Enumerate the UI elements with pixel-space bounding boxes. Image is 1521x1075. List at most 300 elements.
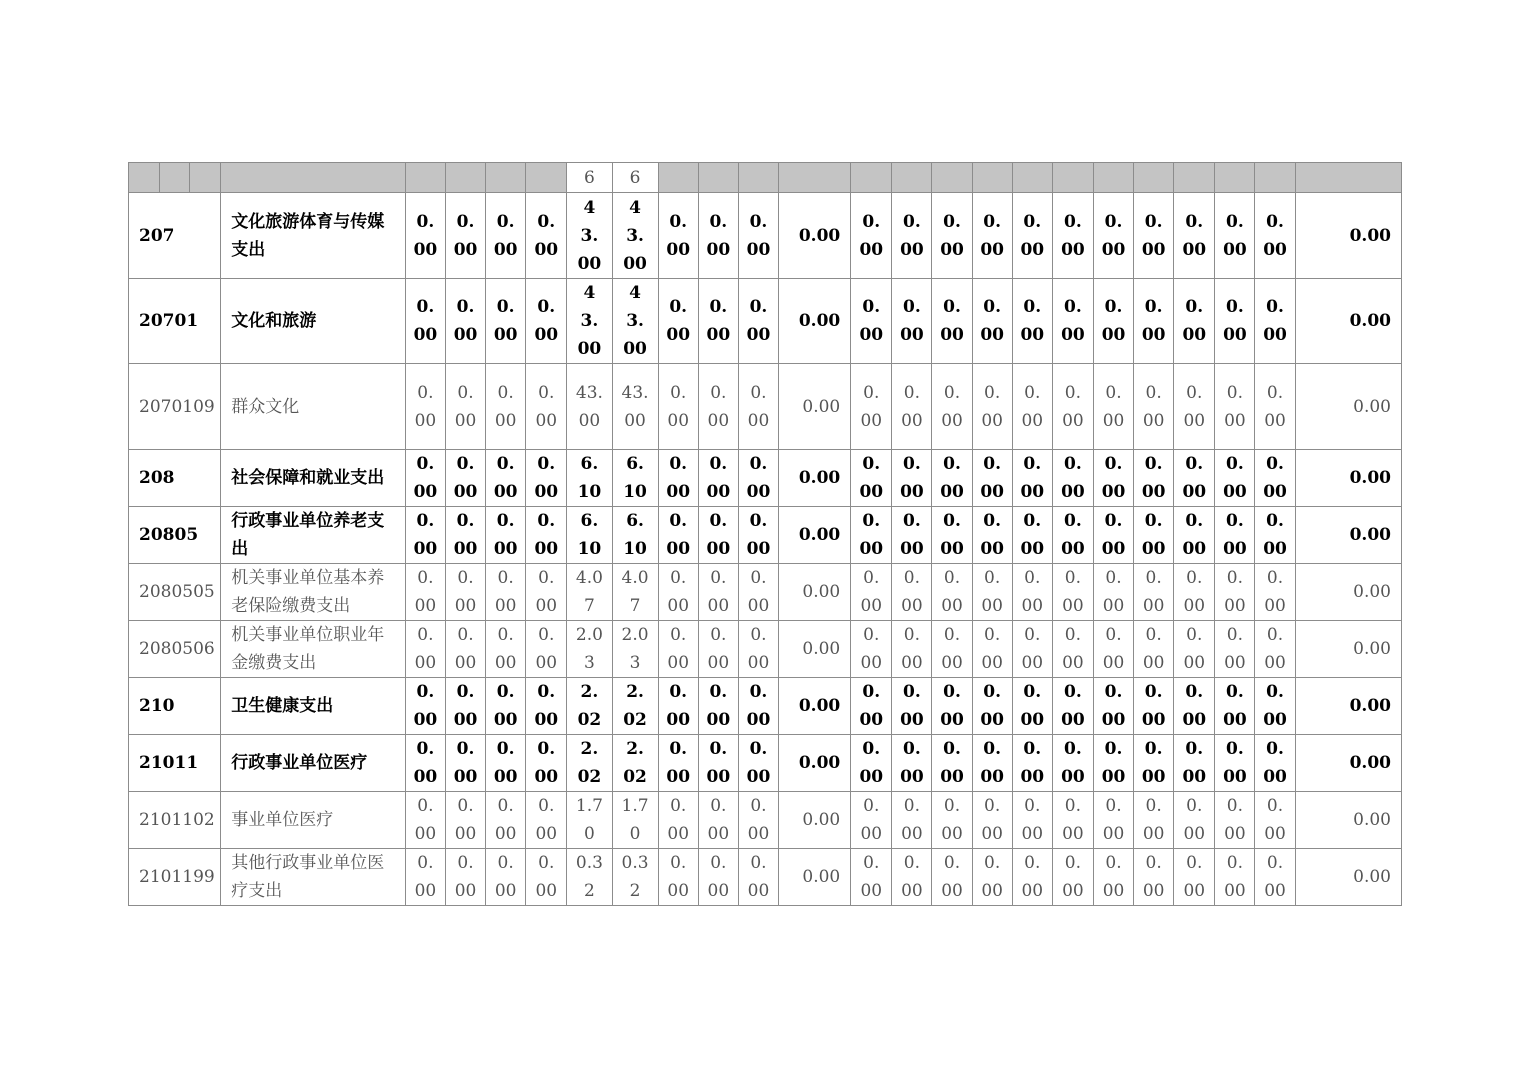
amount-cell [851, 450, 892, 507]
amount-value: 0.00 [453, 682, 478, 730]
header-cell [1174, 163, 1215, 193]
amount-cell [486, 849, 526, 906]
amount-cell [612, 507, 658, 564]
amount-value: 0.00 [860, 382, 883, 431]
amount-cell [1215, 792, 1255, 849]
amount-value: 0.00 [746, 511, 771, 559]
amount-value: 0.00 [1263, 739, 1287, 787]
amount-value: 0.00 [453, 511, 478, 559]
amount-cell [698, 849, 738, 906]
amount-cell [1255, 450, 1295, 507]
amount-value: 0.00 [413, 511, 438, 559]
amount-cell [445, 193, 485, 279]
amount-value: 0.00 [981, 568, 1003, 616]
amount-value: 0.00 [666, 211, 691, 260]
amount-cell [445, 792, 485, 849]
amount-cell [1012, 735, 1052, 792]
amount-cell [486, 735, 526, 792]
amount-cell [1215, 735, 1255, 792]
amount-cell [851, 792, 892, 849]
amount-cell [1174, 621, 1215, 678]
total-cell: 0.00 [1295, 564, 1401, 621]
amount-cell [1052, 279, 1093, 364]
amount-value: 0.00 [747, 568, 770, 616]
amount-cell [526, 678, 567, 735]
amount-cell [851, 735, 892, 792]
amount-value: 0.00 [901, 625, 923, 673]
amount-cell [851, 678, 892, 735]
amount-value: 0.00 [667, 382, 690, 431]
amount-cell [892, 193, 932, 279]
amount-value: 0.00 [941, 568, 963, 616]
amount-value: 0.00 [413, 682, 438, 730]
amount-value: 0.00 [1183, 625, 1206, 673]
amount-cell [698, 564, 738, 621]
amount-value: 43.00 [577, 283, 602, 359]
amount-cell [1215, 450, 1255, 507]
amount-cell [972, 678, 1012, 735]
amount-cell [738, 450, 778, 507]
amount-value: 0.00 [981, 796, 1003, 844]
amount-cell [405, 792, 445, 849]
amount-cell [1215, 507, 1255, 564]
amount-cell [567, 849, 612, 906]
table-row [129, 279, 1402, 364]
table-row [129, 193, 1402, 279]
amount-value: 0.00 [859, 682, 884, 730]
amount-value: 0.00 [1264, 625, 1286, 673]
subject-code: 207 [129, 193, 221, 279]
amount-cell [445, 621, 485, 678]
amount-cell [1174, 678, 1215, 735]
amount-value: 0.00 [1223, 739, 1247, 787]
amount-cell [932, 735, 972, 792]
expenditure-table [128, 162, 1402, 906]
amount-value: 0.00 [453, 297, 478, 345]
amount-value: 0.00 [941, 382, 963, 431]
amount-value: 0.00 [900, 297, 924, 345]
amount-value: 0.00 [981, 853, 1003, 901]
amount-cell [1215, 678, 1255, 735]
amount-cell [1134, 792, 1174, 849]
amount-cell [1052, 507, 1093, 564]
amount-cell [526, 849, 567, 906]
amount-value: 0.00 [1183, 568, 1206, 616]
amount-value: 0.00 [706, 454, 731, 502]
amount-cell [1012, 279, 1052, 364]
amount-value: 0.00 [941, 796, 963, 844]
amount-value: 0.00 [1102, 853, 1125, 901]
amount-cell [1255, 792, 1295, 849]
amount-cell [405, 678, 445, 735]
amount-value: 0.00 [535, 796, 558, 844]
amount-value: 0.00 [1102, 568, 1125, 616]
amount-cell [972, 507, 1012, 564]
subject-code: 210 [129, 678, 221, 735]
amount-value: 0.00 [1021, 568, 1044, 616]
subject-code: 2101199 [129, 849, 221, 906]
amount-cell [932, 193, 972, 279]
amount-cell [1093, 364, 1133, 450]
header-cell [160, 163, 190, 193]
amount-cell [1255, 364, 1295, 450]
amount-value: 0.00 [941, 625, 963, 673]
amount-value: 0.00 [900, 739, 924, 787]
amount-cell: 0.00 [779, 564, 851, 621]
amount-value: 43.00 [623, 283, 647, 359]
amount-value: 2.03 [621, 625, 649, 673]
amount-cell: 0.00 [779, 849, 851, 906]
amount-cell [658, 678, 698, 735]
table-row [129, 564, 1402, 621]
amount-value: 0.00 [454, 853, 477, 901]
amount-value: 0.00 [1264, 382, 1286, 431]
amount-cell: 0.00 [779, 678, 851, 735]
amount-cell [567, 507, 612, 564]
amount-value: 0.00 [1020, 297, 1045, 345]
amount-value: 0.00 [1224, 796, 1246, 844]
amount-value: 2.02 [577, 682, 602, 730]
amount-cell [1174, 564, 1215, 621]
amount-cell [972, 792, 1012, 849]
amount-cell [612, 564, 658, 621]
amount-value: 0.00 [1062, 796, 1084, 844]
amount-cell [405, 735, 445, 792]
amount-cell [612, 849, 658, 906]
amount-value: 0.00 [494, 796, 517, 844]
amount-value: 0.00 [666, 682, 691, 730]
amount-cell [486, 678, 526, 735]
amount-value: 0.00 [453, 454, 478, 502]
amount-value: 0.00 [535, 382, 558, 431]
amount-cell [892, 279, 932, 364]
amount-cell [698, 279, 738, 364]
amount-cell [851, 564, 892, 621]
amount-value: 0.00 [414, 568, 437, 616]
amount-value: 0.00 [1101, 211, 1126, 260]
amount-cell [738, 564, 778, 621]
amount-value: 0.00 [940, 454, 964, 502]
amount-cell [445, 450, 485, 507]
amount-cell [658, 849, 698, 906]
amount-cell [1215, 849, 1255, 906]
amount-cell [1052, 849, 1093, 906]
amount-value: 0.00 [1101, 682, 1126, 730]
table-row [129, 792, 1402, 849]
amount-value: 0.00 [1021, 382, 1044, 431]
amount-value: 0.00 [746, 682, 771, 730]
amount-value: 0.00 [534, 739, 559, 787]
subject-code: 20701 [129, 279, 221, 364]
amount-value: 0.00 [940, 211, 964, 260]
amount-value: 0.00 [1101, 454, 1126, 502]
amount-cell [1093, 193, 1133, 279]
amount-cell [738, 792, 778, 849]
amount-value: 0.00 [1141, 739, 1166, 787]
amount-value: 0.00 [707, 853, 730, 901]
amount-value: 0.00 [1223, 297, 1247, 345]
amount-value: 0.00 [940, 297, 964, 345]
amount-value: 0.00 [1061, 211, 1085, 260]
amount-value: 0.00 [1020, 739, 1045, 787]
amount-cell [567, 792, 612, 849]
amount-cell [932, 364, 972, 450]
amount-value: 0.00 [666, 739, 691, 787]
amount-cell [1134, 450, 1174, 507]
amount-cell: 0.00 [779, 450, 851, 507]
amount-value: 0.00 [1182, 211, 1207, 260]
subject-name: 机关事业单位职业年金缴费支出 [221, 621, 406, 678]
amount-cell [405, 193, 445, 279]
amount-value: 0.00 [535, 568, 558, 616]
amount-value: 0.00 [1101, 739, 1126, 787]
subject-name: 行政事业单位养老支出 [221, 507, 406, 564]
amount-cell: 0.00 [779, 507, 851, 564]
amount-cell [698, 507, 738, 564]
amount-cell [1255, 564, 1295, 621]
amount-cell [738, 849, 778, 906]
amount-cell [486, 364, 526, 450]
amount-value: 0.00 [859, 739, 884, 787]
amount-cell [972, 849, 1012, 906]
amount-cell [445, 364, 485, 450]
amount-value: 0.00 [707, 568, 730, 616]
table-row [129, 735, 1402, 792]
amount-cell [405, 849, 445, 906]
amount-cell [972, 279, 1012, 364]
header-row [129, 163, 1402, 193]
header-cell [486, 163, 526, 193]
amount-value: 1.70 [621, 796, 649, 844]
amount-cell [1255, 678, 1295, 735]
amount-cell [1012, 621, 1052, 678]
header-cell [698, 163, 738, 193]
amount-value: 0.00 [1102, 625, 1125, 673]
amount-value: 0.00 [666, 511, 691, 559]
amount-value: 43.00 [575, 382, 603, 431]
amount-cell [1174, 193, 1215, 279]
amount-value: 0.00 [900, 511, 924, 559]
amount-value: 0.00 [1182, 511, 1207, 559]
amount-value: 0.00 [414, 853, 437, 901]
amount-value: 6.10 [623, 511, 647, 559]
amount-cell [892, 621, 932, 678]
amount-value: 0.00 [1223, 682, 1247, 730]
header-cell [1052, 163, 1093, 193]
amount-cell [1093, 450, 1133, 507]
amount-value: 0.00 [980, 739, 1004, 787]
amount-value: 0.00 [1102, 382, 1125, 431]
amount-cell [1093, 621, 1133, 678]
amount-cell [851, 193, 892, 279]
amount-value: 0.00 [1142, 796, 1165, 844]
header-value-cell: 6 [567, 163, 612, 193]
subject-name: 其他行政事业单位医疗支出 [221, 849, 406, 906]
amount-value: 0.00 [534, 511, 559, 559]
total-cell: 0.00 [1295, 364, 1401, 450]
amount-cell [698, 735, 738, 792]
amount-value: 0.00 [747, 796, 770, 844]
amount-value: 0.00 [980, 211, 1004, 260]
subject-name: 文化和旅游 [221, 279, 406, 364]
amount-value: 0.00 [1020, 211, 1045, 260]
amount-value: 0.00 [1062, 625, 1084, 673]
amount-value: 0.00 [494, 853, 517, 901]
subject-name: 事业单位医疗 [221, 792, 406, 849]
table-row [129, 678, 1402, 735]
amount-value: 0.00 [1224, 382, 1246, 431]
amount-cell [445, 849, 485, 906]
amount-cell [1012, 193, 1052, 279]
amount-value: 0.00 [706, 739, 731, 787]
amount-value: 0.00 [1141, 511, 1166, 559]
amount-value: 0.00 [453, 739, 478, 787]
subject-code: 2070109 [129, 364, 221, 450]
amount-cell [1012, 507, 1052, 564]
amount-cell: 0.00 [779, 193, 851, 279]
amount-cell [612, 792, 658, 849]
amount-cell [738, 364, 778, 450]
amount-cell [738, 507, 778, 564]
amount-value: 0.00 [1101, 511, 1126, 559]
amount-cell [658, 564, 698, 621]
amount-cell [1052, 564, 1093, 621]
amount-cell [526, 792, 567, 849]
amount-value: 0.00 [1263, 682, 1287, 730]
amount-cell [1052, 193, 1093, 279]
amount-cell [1255, 735, 1295, 792]
amount-value: 0.00 [941, 853, 963, 901]
amount-cell [445, 678, 485, 735]
amount-cell [1052, 678, 1093, 735]
amount-value: 43.00 [623, 197, 647, 274]
amount-value: 0.00 [1142, 853, 1165, 901]
amount-cell [738, 678, 778, 735]
amount-cell [1012, 792, 1052, 849]
amount-cell [1134, 507, 1174, 564]
amount-value: 0.00 [747, 625, 770, 673]
header-cell [851, 163, 892, 193]
amount-value: 0.00 [1182, 454, 1207, 502]
table-row [129, 364, 1402, 450]
amount-cell [658, 279, 698, 364]
amount-cell [932, 849, 972, 906]
subject-code: 208 [129, 450, 221, 507]
header-cell [892, 163, 932, 193]
amount-cell [1012, 678, 1052, 735]
amount-cell [658, 735, 698, 792]
amount-cell: 0.00 [779, 279, 851, 364]
header-cell [658, 163, 698, 193]
amount-cell [892, 564, 932, 621]
amount-cell: 0.00 [779, 621, 851, 678]
amount-value: 0.00 [493, 739, 518, 787]
amount-value: 0.00 [1021, 796, 1044, 844]
subject-code: 2080506 [129, 621, 221, 678]
header-value-cell: 6 [612, 163, 658, 193]
amount-value: 0.32 [575, 853, 603, 901]
amount-cell [698, 364, 738, 450]
subject-name: 社会保障和就业支出 [221, 450, 406, 507]
amount-cell [526, 621, 567, 678]
amount-cell [972, 450, 1012, 507]
amount-cell [1134, 735, 1174, 792]
amount-value: 0.00 [454, 382, 477, 431]
amount-cell [892, 849, 932, 906]
amount-cell [486, 507, 526, 564]
amount-value: 0.00 [940, 511, 964, 559]
amount-cell [972, 564, 1012, 621]
amount-cell: 0.00 [779, 735, 851, 792]
amount-value: 0.00 [901, 568, 923, 616]
total-cell: 0.00 [1295, 621, 1401, 678]
amount-value: 0.00 [534, 211, 559, 260]
table-row [129, 621, 1402, 678]
amount-cell [851, 279, 892, 364]
header-cell [1295, 163, 1401, 193]
header-cell [1215, 163, 1255, 193]
amount-cell [972, 735, 1012, 792]
amount-value: 0.00 [707, 382, 730, 431]
amount-value: 0.00 [414, 796, 437, 844]
amount-cell [1215, 364, 1255, 450]
amount-cell [851, 621, 892, 678]
amount-cell [612, 735, 658, 792]
amount-value: 0.00 [1020, 682, 1045, 730]
amount-cell [1174, 849, 1215, 906]
amount-cell [851, 364, 892, 450]
amount-value: 6.10 [623, 454, 647, 502]
amount-cell [486, 193, 526, 279]
amount-value: 0.00 [453, 211, 478, 260]
amount-value: 0.00 [1142, 568, 1165, 616]
amount-value: 0.00 [534, 297, 559, 345]
amount-value: 0.00 [1264, 796, 1286, 844]
amount-cell [1134, 621, 1174, 678]
amount-value: 0.00 [414, 382, 437, 431]
amount-value: 0.00 [1263, 297, 1287, 345]
header-cell [1012, 163, 1052, 193]
amount-value: 0.00 [1263, 211, 1287, 260]
amount-value: 0.00 [1061, 297, 1085, 345]
amount-cell [612, 279, 658, 364]
amount-value: 0.00 [1061, 454, 1085, 502]
amount-cell [526, 450, 567, 507]
amount-cell [405, 621, 445, 678]
amount-cell [851, 849, 892, 906]
amount-value: 0.00 [1223, 454, 1247, 502]
amount-cell [526, 279, 567, 364]
amount-cell [526, 564, 567, 621]
header-cell [1134, 163, 1174, 193]
amount-cell [658, 792, 698, 849]
amount-cell [405, 507, 445, 564]
amount-value: 0.00 [981, 382, 1003, 431]
table-row [129, 450, 1402, 507]
header-cell [779, 163, 851, 193]
amount-value: 0.00 [1224, 853, 1246, 901]
amount-cell [526, 507, 567, 564]
amount-value: 0.00 [1062, 568, 1084, 616]
amount-cell [486, 279, 526, 364]
amount-value: 0.00 [667, 568, 690, 616]
subject-code: 21011 [129, 735, 221, 792]
subject-code: 2101102 [129, 792, 221, 849]
amount-value: 0.00 [494, 382, 517, 431]
amount-cell [972, 193, 1012, 279]
amount-cell [612, 621, 658, 678]
amount-value: 0.00 [1183, 853, 1206, 901]
